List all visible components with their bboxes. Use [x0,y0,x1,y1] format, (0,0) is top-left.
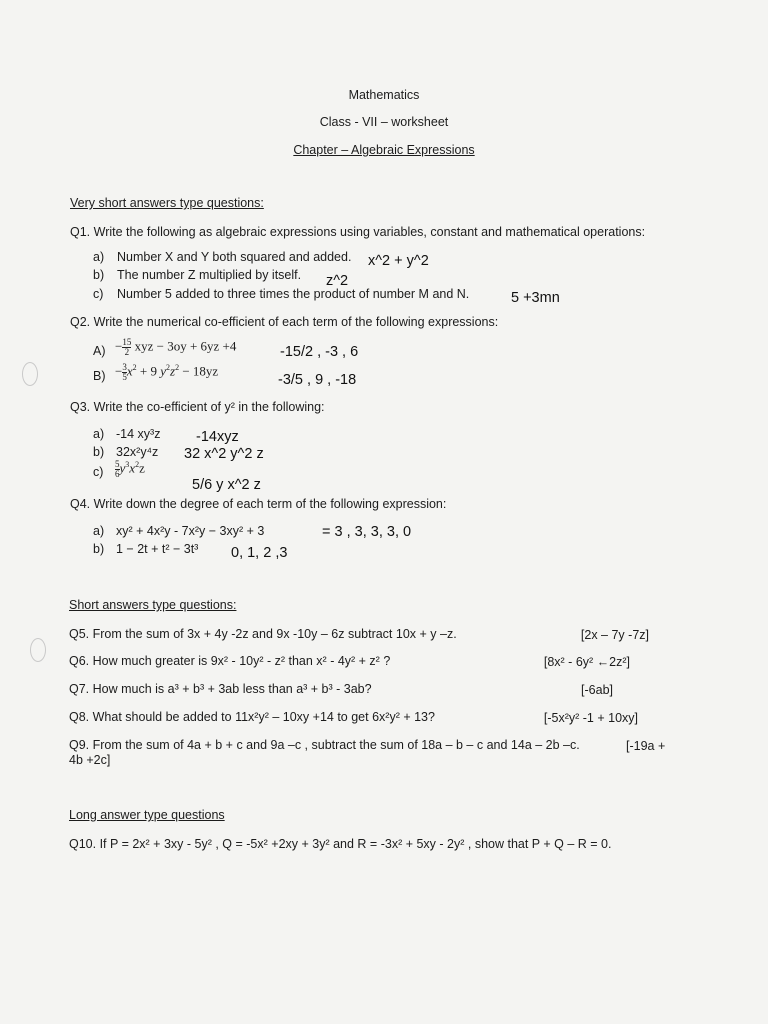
question-q7: Q7. How much is a³ + b³ + 3ab less than a³ + b³ - 3ab? [69,682,372,696]
q3-item-answer: 32 x^2 y^2 z [184,446,264,462]
q1-item-text: Number 5 added to three times the product of number M and N. [117,287,470,301]
q1-item-answer: x^2 + y^2 [368,253,429,269]
q4-item-expr: 1 − 2t + t² − 3t³ [116,542,199,556]
section-heading-short: Short answers type questions: [69,598,237,612]
class-title: Class - VII – worksheet [319,115,449,129]
q2-item-label: A) [93,344,106,358]
scan-hole-mark [22,362,38,386]
q5-answer: [2x – 7y -7z] [580,628,649,642]
q2-item-answer: -3/5 , 9 , -18 [278,372,357,388]
subject-title: Mathematics [348,88,420,102]
chapter-title: Chapter – Algebraic Expressions [293,143,475,157]
q9-answer-continued: 4b +2c] [69,753,111,767]
q3-item-label: a) [93,427,105,441]
question-q6: Q6. How much greater is 9x² - 10y² - z² than x² - 4y² + z² ? [69,654,391,668]
question-q10: Q10. If P = 2x² + 3xy - 5y² , Q = -5x² +2xy + 3y² and R = -3x² + 5xy - 2y² , show that P + Q – R = 0. [69,837,612,851]
q6-answer: [8x² - 6y² ←2z²] [543,655,630,669]
section-heading-long: Long answer type questions [69,808,225,822]
section-heading-very-short: Very short answers type questions: [70,196,264,210]
q4-item-label: a) [93,524,105,538]
q3-item-expr: 32x²y⁴z [116,445,159,459]
q2-item-answer: -15/2 , -3 , 6 [280,344,359,360]
q1-item-label: b) [93,268,105,282]
q1-item-text: Number X and Y both squared and added. [117,250,352,264]
q2-item-label: B) [93,369,106,383]
q1-item-text: The number Z multiplied by itself. [117,268,302,282]
q1-item-answer: 5 +3mn [511,290,560,306]
q3-item-answer: 5/6 y x^2 z [192,477,261,493]
q1-item-answer: z^2 [326,273,349,289]
q3-item-expr: -14 xy³z [116,427,161,441]
question-q5: Q5. From the sum of 3x + 4y -2z and 9x -10y – 6z subtract 10x + y –z. [69,627,457,641]
q8-answer: [-5x²y² -1 + 10xy] [543,711,638,725]
q4-item-label: b) [93,542,105,556]
question-q9: Q9. From the sum of 4a + b + c and 9a –c , subtract the sum of 18a – b – c and 14a – 2b –c. [69,738,580,752]
q4-item-answer: = 3 , 3, 3, 3, 0 [322,524,412,540]
q7-answer: [-6ab] [581,683,613,697]
q1-item-label: c) [93,287,104,301]
q3-item-answer: -14xyz [196,429,239,445]
q3-item-label: b) [93,445,105,459]
q2-expression-a: − $\frac{15}{2}$ xyz − 3oy + 6yz +4 [115,337,237,357]
question-q8: Q8. What should be added to 11x²y² – 10xy +14 to get 6x²y² + 13? [69,710,435,724]
q2-expression-b: − $\frac{3}{5}$ $x^2 + 9$ $y^2z^2 - 18yz$ [115,362,219,382]
scan-hole-mark [30,638,46,662]
question-q2: Q2. Write the numerical co-efficient of each term of the following expressions: [70,315,499,329]
q4-item-answer: 0, 1, 2 ,3 [231,545,288,561]
q3-item-label: c) [93,465,104,479]
question-q3: Q3. Write the co-efficient of y² in the following: [70,400,325,414]
question-q1: Q1. Write the following as algebraic expressions using variables, constant and mathematical operations: [70,225,646,239]
q1-item-label: a) [93,250,105,264]
q9-answer: [-19a + [626,739,666,753]
question-q4: Q4. Write down the degree of each term of the following expression: [70,497,447,511]
q3-expression-c: $\frac{5}{6}$ $y^3x^2z$ [115,459,145,479]
q4-item-expr: xy² + 4x²y - 7x²y − 3xy² + 3 [116,524,265,538]
